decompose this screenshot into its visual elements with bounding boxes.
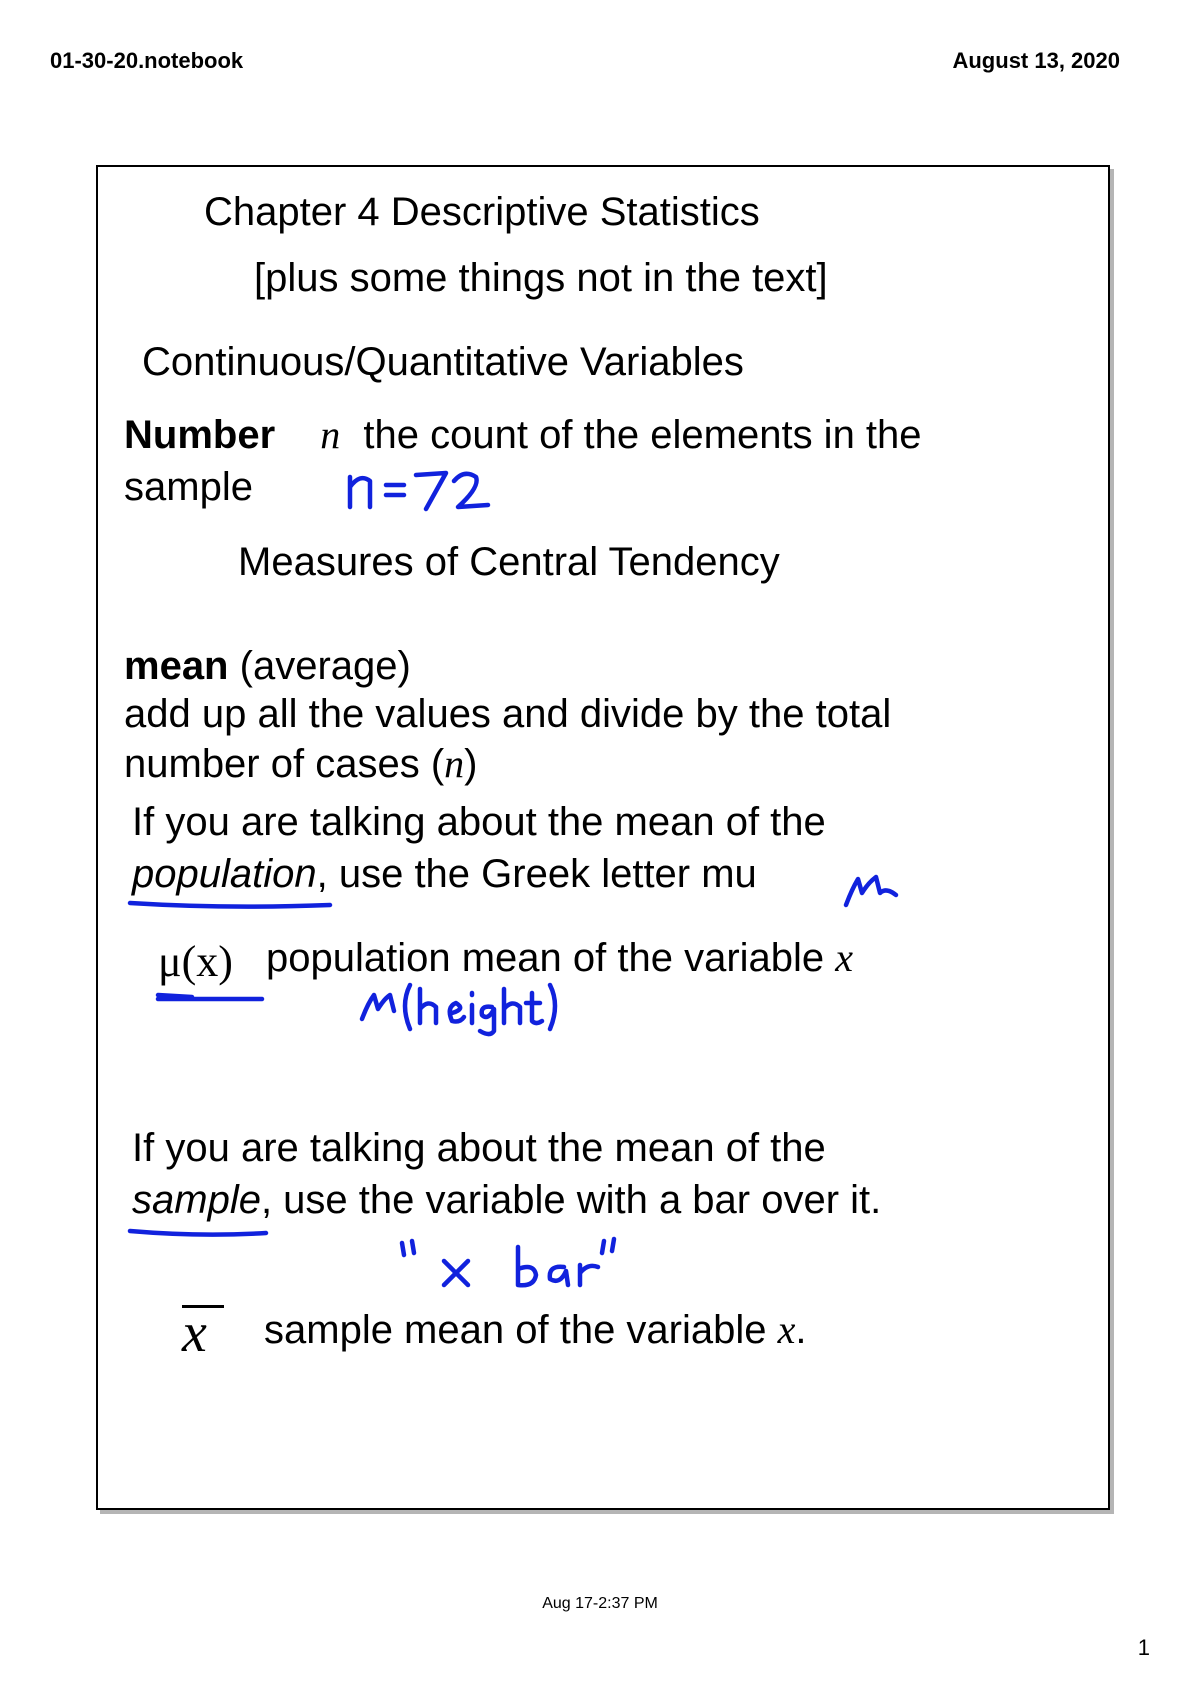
section-continuous-heading: Continuous/Quantitative Variables — [142, 340, 744, 384]
handwritten-n-equals-72 — [338, 465, 508, 515]
x-bar-period: . — [795, 1308, 807, 1352]
number-definition-line — [124, 412, 922, 458]
mean-definition-2 — [124, 741, 477, 787]
mean-definition-2-text: number of cases ( — [124, 742, 445, 786]
number-definition: the count of the elements in the — [363, 413, 922, 457]
sample-line-1: If you are talking about the mean of the — [132, 1126, 826, 1170]
mean-term: mean — [124, 644, 229, 688]
population-word: population — [132, 852, 317, 896]
handwritten-mu-symbol — [838, 865, 908, 915]
number-definition-cont: sample — [124, 465, 253, 509]
mean-heading — [124, 643, 411, 689]
slide-subtitle: [plus some things not in the text] — [254, 256, 828, 300]
mu-variable: x — [835, 935, 854, 980]
mean-definition-1: add up all the values and divide by the total — [124, 692, 892, 736]
handwritten-underline-sample — [126, 1223, 276, 1243]
mu-formula: μ(x) — [158, 937, 233, 986]
handwritten-underline-mu — [152, 987, 272, 1007]
notebook-filename: 01-30-20.notebook — [50, 48, 244, 73]
slide-page — [96, 165, 1110, 1510]
number-term: Number — [124, 413, 276, 457]
handwritten-mu-height — [356, 979, 566, 1039]
handwritten-x-bar-quote — [394, 1237, 634, 1297]
x-bar-variable: x — [777, 1307, 796, 1352]
number-symbol: n — [320, 412, 341, 457]
notebook-date: August 13, 2020 — [952, 48, 1120, 73]
population-line-2-rest: , use the Greek letter mu — [316, 852, 757, 896]
population-line-2 — [132, 851, 757, 897]
mu-description: population mean of the variable — [266, 936, 825, 980]
x-bar-description: sample mean of the variable — [264, 1308, 767, 1352]
sample-line-2 — [132, 1177, 881, 1223]
x-bar-symbol: x — [182, 1302, 207, 1364]
mean-paren: (average) — [239, 644, 411, 688]
sample-word: sample — [132, 1178, 261, 1222]
sample-line-2-rest: , use the variable with a bar over it. — [260, 1178, 882, 1222]
population-line-1: If you are talking about the mean of the — [132, 800, 826, 844]
mean-n-symbol: n — [444, 741, 465, 786]
slide-title: Chapter 4 Descriptive Statistics — [204, 190, 760, 234]
section-central-tendency-heading: Measures of Central Tendency — [238, 540, 780, 584]
page-number: 1 — [1137, 1635, 1150, 1660]
x-bar-description-line — [264, 1307, 807, 1353]
mu-description-line — [266, 935, 853, 981]
slide-timestamp: Aug 17-2:37 PM — [542, 1595, 658, 1612]
mean-definition-2-close: ) — [464, 742, 478, 786]
handwritten-underline-population — [126, 895, 336, 915]
